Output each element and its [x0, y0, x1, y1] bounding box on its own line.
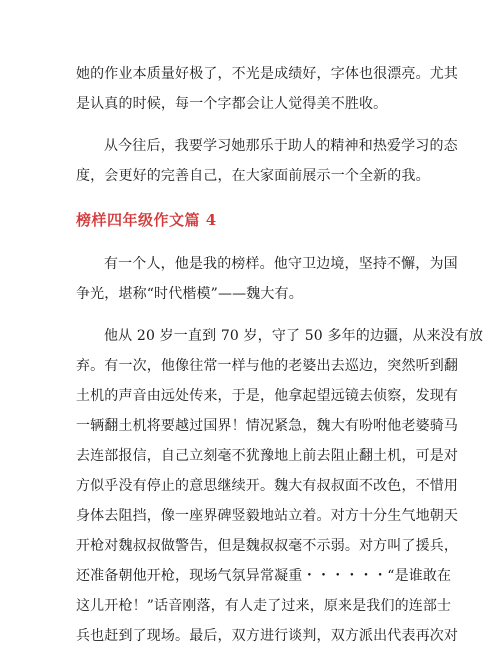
- paragraph-line: 还准备朝他开枪，现场气氛异常凝重・・・・・・“是谁敢在: [76, 568, 452, 584]
- paragraph-4: [76, 321, 484, 651]
- paragraph-line: 这儿开枪！”话音刚落，有人走了过来，原来是我们的连部士: [76, 598, 452, 614]
- paragraph-line: 开枪对魏叔叔做警告，但是魏叔叔毫不示弱。对方叫了援兵，: [76, 538, 459, 554]
- paragraph-line: 有一个人，他是我的榜样。他守卫边境，坚持不懈，为国: [104, 256, 458, 272]
- paragraph-line: 方似乎没有停止的意思继续开。魏大有叔叔面不改色，不惜用: [76, 478, 459, 494]
- paragraph-line: 争光，堪称“时代楷模”——魏大有。: [76, 286, 303, 302]
- paragraph-line: 度，会更好的完善自己，在大家面前展示一个全新的我。: [76, 168, 430, 184]
- paragraph-line: 身体去阻挡，像一座界碑竖毅地站立着。对方十分生气地朝天: [76, 508, 459, 524]
- paragraph-line: 兵也赶到了现场。最后，双方进行谈判，双方派出代表再次对: [76, 628, 459, 644]
- paragraph-spacer: [76, 119, 424, 131]
- document-body: [76, 59, 484, 651]
- paragraph-line: 去连部报信，自己立刻毫不犹豫地上前去阻止翻土机，可是对: [76, 448, 459, 464]
- paragraph-spacer: [76, 191, 424, 203]
- section-heading: 榜样四年级作文篇 4: [76, 211, 217, 229]
- paragraph-line: 她的作业本质量好极了，不光是成绩好，字体也很漂亮。尤其: [76, 66, 459, 82]
- paragraph-line: 土机的声音由远处传来，于是，他拿起望远镜去侦察，发现有: [76, 388, 459, 404]
- paragraph-spacer: [76, 237, 424, 249]
- paragraph-line: 他从 20 岁一直到 70 岁，守了 50 多年的边疆，从来没有放: [104, 328, 484, 344]
- paragraph-line: 弃。有一次，他像往常一样与他的老婆出去巡边，突然听到翻: [76, 358, 459, 374]
- paragraph-3: [76, 249, 458, 309]
- paragraph-line: 一辆翻土机将要越过国界！情况紧急，魏大有吩咐他老婆骑马: [76, 418, 459, 434]
- paragraph-line: 从今往后，我要学习她那乐于助人的精神和热爱学习的态: [104, 138, 458, 154]
- paragraph-line: 是认真的时候，每一个字都会让人觉得美不胜收。: [76, 96, 388, 112]
- paragraph-2: [76, 131, 458, 191]
- paragraph-spacer: [76, 309, 424, 321]
- paragraph-1: [76, 59, 459, 119]
